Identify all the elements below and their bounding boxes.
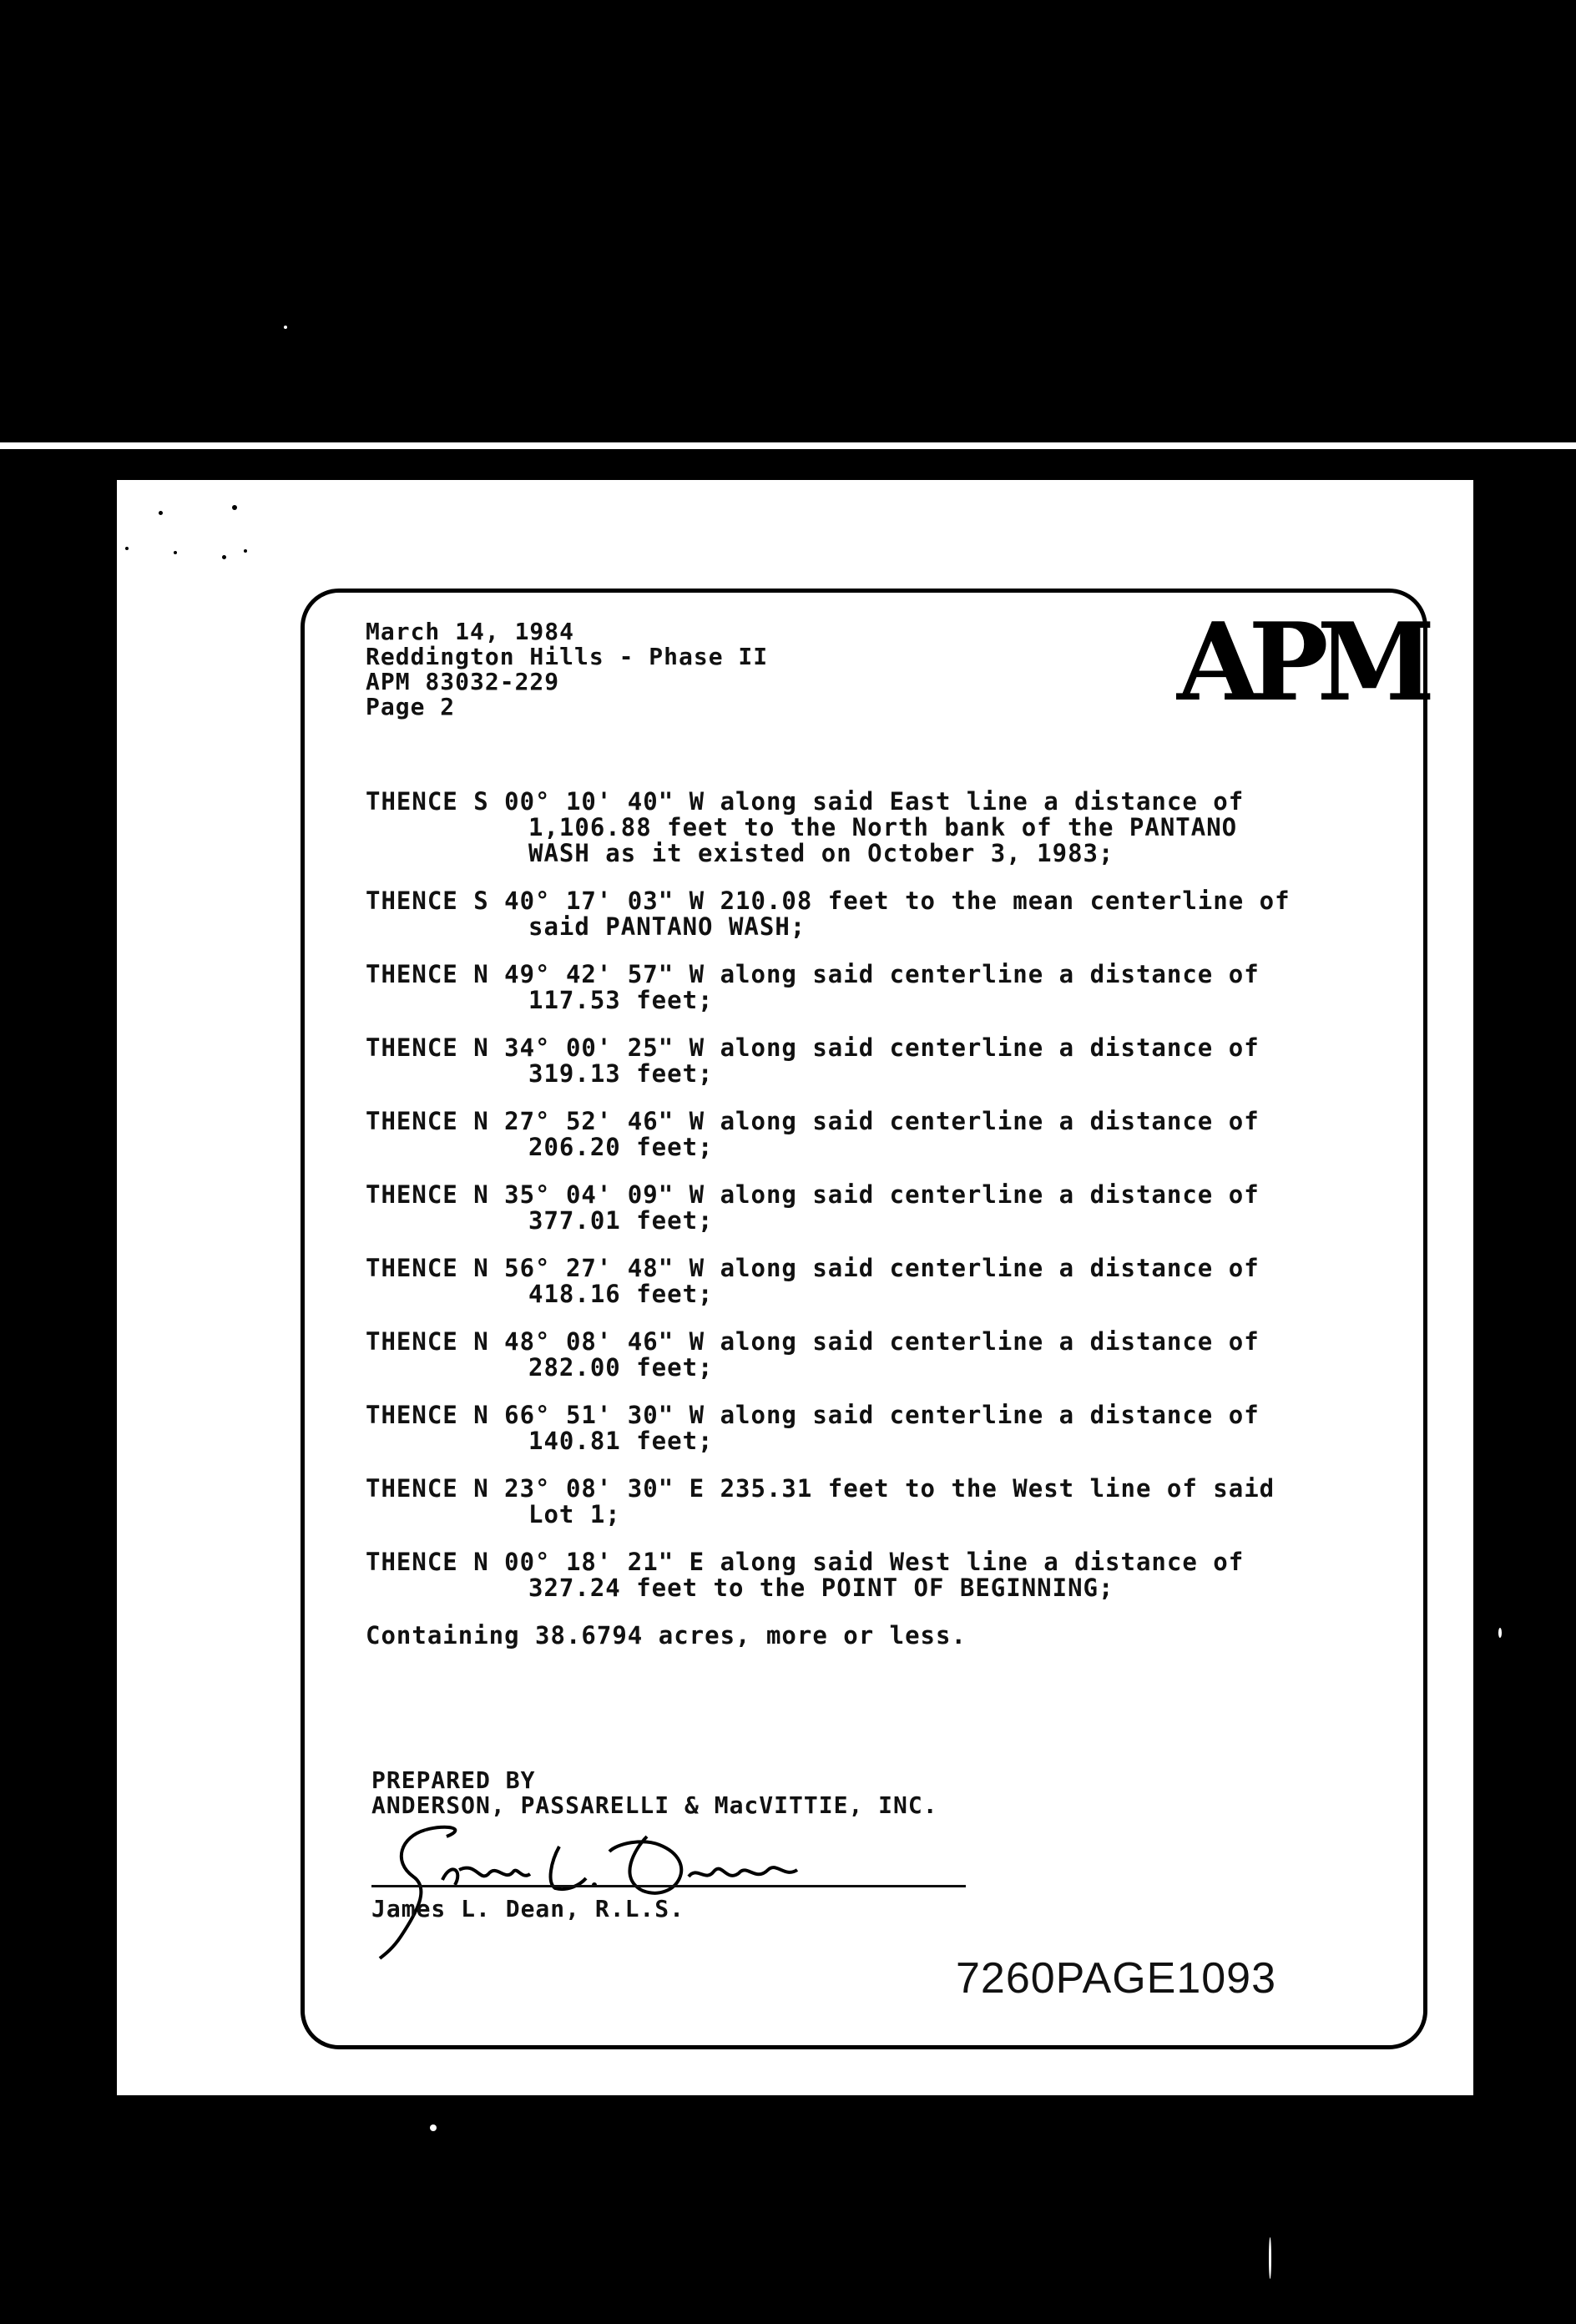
course-line: 1,106.88 feet to the North bank of the PANTANO [528, 813, 1238, 841]
course-1 [366, 789, 1367, 866]
course-6 [366, 1182, 1367, 1234]
document-header [366, 619, 768, 720]
scan-speck [430, 2124, 437, 2131]
header-project: Reddington Hills - Phase II [366, 643, 769, 670]
course-line: 117.53 feet; [528, 986, 714, 1014]
scan-speck [244, 549, 247, 553]
course-line: THENCE N 56° 27' 48" W along said centerline a distance of [366, 1254, 1260, 1282]
course-line: WASH as it existed on October 3, 1983; [528, 839, 1114, 867]
logo-text: APM [1177, 600, 1424, 725]
course-5 [366, 1109, 1367, 1160]
course-11 [366, 1549, 1367, 1601]
header-date: March 14, 1984 [366, 618, 575, 645]
acreage-statement: Containing 38.6794 acres, more or less. [366, 1621, 967, 1650]
course-3 [366, 962, 1367, 1013]
course-line: THENCE N 34° 00' 25" W along said centerline a distance of [366, 1033, 1260, 1062]
course-2 [366, 888, 1367, 940]
header-page: Page 2 [366, 693, 456, 720]
scan-speck [125, 547, 129, 550]
course-line: THENCE N 23° 08' 30" E 235.31 feet to the West line of said [366, 1474, 1275, 1503]
prepared-label: PREPARED BY [371, 1766, 536, 1794]
course-line: THENCE N 66° 51' 30" W along said centerline a distance of [366, 1401, 1260, 1429]
course-8 [366, 1329, 1367, 1381]
course-line: Lot 1; [528, 1500, 621, 1528]
course-line: 319.13 feet; [528, 1059, 714, 1088]
scan-speck [1269, 2237, 1271, 2279]
scan-speck [174, 551, 177, 554]
course-line: 282.00 feet; [528, 1353, 714, 1382]
course-line: said PANTANO WASH; [528, 912, 806, 941]
recording-number: 7260PAGE1093 [956, 1954, 1276, 2003]
course-9 [366, 1402, 1367, 1454]
course-10 [366, 1476, 1367, 1528]
legal-description [366, 789, 1367, 1649]
scan-edge-line [0, 442, 1576, 449]
scan-speck [159, 511, 163, 515]
course-line: THENCE N 27° 52' 46" W along said centerline a distance of [366, 1107, 1260, 1135]
course-4 [366, 1035, 1367, 1087]
course-line: THENCE N 00° 18' 21" E along said West line a distance of [366, 1548, 1245, 1576]
scan-speck [222, 555, 226, 559]
course-line: THENCE N 48° 08' 46" W along said centerline a distance of [366, 1327, 1260, 1356]
course-line: 140.81 feet; [528, 1427, 714, 1455]
course-line: 327.24 feet to the POINT OF BEGINNING; [528, 1574, 1114, 1602]
course-line: THENCE S 00° 10' 40" W along said East line a distance of [366, 787, 1245, 816]
course-line: 418.16 feet; [528, 1280, 714, 1308]
course-line: THENCE N 49° 42' 57" W along said centerline a distance of [366, 960, 1260, 988]
scan-speck [284, 326, 287, 329]
header-file-number: APM 83032-229 [366, 668, 560, 695]
course-7 [366, 1255, 1367, 1307]
apm-logo [1177, 600, 1424, 726]
prepared-firm: ANDERSON, PASSARELLI & MacVITTIE, INC. [371, 1791, 938, 1819]
signature-line [371, 1885, 966, 1887]
course-line: 206.20 feet; [528, 1133, 714, 1161]
course-line: 377.01 feet; [528, 1206, 714, 1235]
prepared-by-block [371, 1768, 938, 1818]
scan-speck [1498, 1628, 1502, 1638]
course-line: THENCE S 40° 17' 03" W 210.08 feet to the mean centerline of [366, 887, 1291, 915]
scan-top-border [0, 0, 1576, 442]
scan-speck [232, 505, 237, 510]
course-line: THENCE N 35° 04' 09" W along said centerline a distance of [366, 1180, 1260, 1209]
signer-name: James L. Dean, R.L.S. [371, 1895, 685, 1922]
